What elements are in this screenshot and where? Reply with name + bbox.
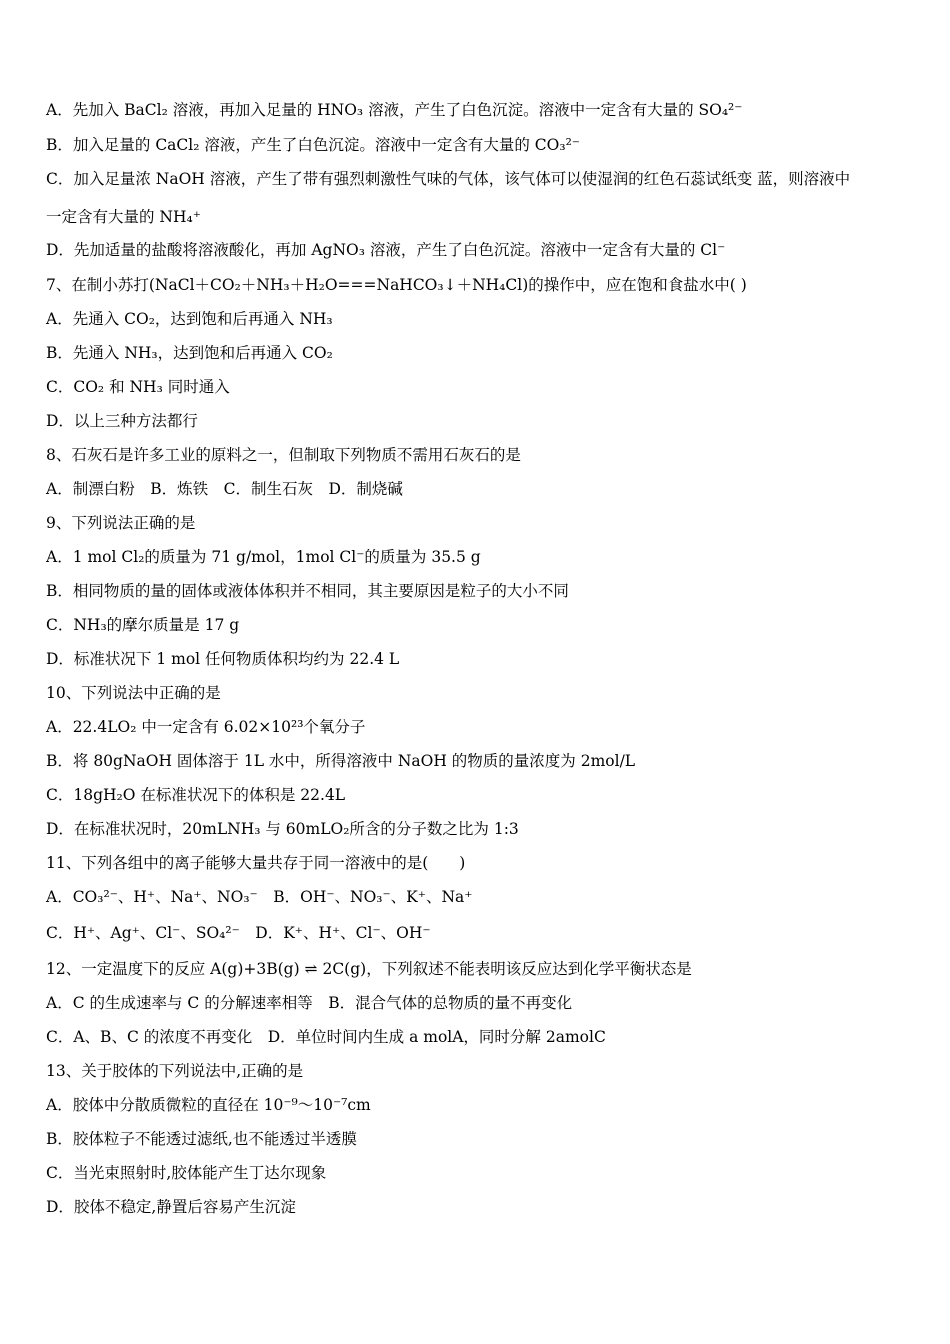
option-line: A．CO₃²⁻、H⁺、Na⁺、NO₃⁻ B．OH⁻、NO₃⁻、K⁺、Na⁺ [46, 888, 473, 906]
option-line: D．在标准状况时，20mLNH₃ 与 60mLO₂所含的分子数之比为 1:3 [46, 820, 519, 838]
question-7-stem: 7、在制小苏打(NaCl＋CO₂＋NH₃＋H₂O===NaHCO₃↓＋NH₄Cl)的操作中，应在饱和食盐水中( ) [46, 276, 747, 294]
option-line: D．以上三种方法都行 [46, 412, 198, 430]
option-line: C．当光束照射时,胶体能产生丁达尔现象 [46, 1164, 327, 1182]
option-line: B．相同物质的量的固体或液体体积并不相同，其主要原因是粒子的大小不同 [46, 582, 569, 600]
option-line: A．先通入 CO₂，达到饱和后再通入 NH₃ [46, 310, 333, 328]
option-line: D．先加适量的盐酸将溶液酸化，再加 AgNO₃ 溶液，产生了白色沉淀。溶液中一定含有大量的 Cl⁻ [46, 241, 726, 259]
option-line: B．胶体粒子不能透过滤纸,也不能透过半透膜 [46, 1130, 357, 1148]
option-line: A．制漂白粉 B．炼铁 C．制生石灰 D．制烧碱 [46, 480, 403, 498]
option-line: C．A、B、C 的浓度不再变化 D．单位时间内生成 a molA，同时分解 2amolC [46, 1028, 606, 1046]
question-10-stem: 10、下列说法中正确的是 [46, 684, 221, 702]
option-line: C．CO₂ 和 NH₃ 同时通入 [46, 378, 230, 396]
option-line: B．先通入 NH₃，达到饱和后再通入 CO₂ [46, 344, 333, 362]
option-line: D．标准状况下 1 mol 任何物质体积均约为 22.4 L [46, 650, 400, 668]
option-line: A．1 mol Cl₂的质量为 71 g/mol，1mol Cl⁻的质量为 35.5 g [46, 548, 481, 566]
option-line: C．18gH₂O 在标准状况下的体积是 22.4L [46, 786, 346, 804]
option-line-continued: 一定含有大量的 NH₄⁺ [46, 208, 201, 226]
option-line: A．22.4LO₂ 中一定含有 6.02×10²³个氧分子 [46, 718, 366, 736]
option-line: C．NH₃的摩尔质量是 17 g [46, 616, 240, 634]
option-line: A．C 的生成速率与 C 的分解速率相等 B．混合气体的总物质的量不再变化 [46, 994, 573, 1012]
option-line: B．加入足量的 CaCl₂ 溶液，产生了白色沉淀。溶液中一定含有大量的 CO₃²⁻ [46, 136, 580, 154]
question-9-stem: 9、下列说法正确的是 [46, 514, 196, 532]
option-line: A．胶体中分散质微粒的直径在 10⁻⁹～10⁻⁷cm [46, 1096, 371, 1114]
option-line: A．先加入 BaCl₂ 溶液，再加入足量的 HNO₃ 溶液，产生了白色沉淀。溶液中一定含有大量的 SO₄²⁻ [46, 101, 743, 119]
option-line: B．将 80gNaOH 固体溶于 1L 水中，所得溶液中 NaOH 的物质的量浓度为 2mol/L [46, 752, 636, 770]
question-8-stem: 8、石灰石是许多工业的原料之一，但制取下列物质不需用石灰石的是 [46, 446, 521, 464]
option-line: C．H⁺、Ag⁺、Cl⁻、SO₄²⁻ D．K⁺、H⁺、Cl⁻、OH⁻ [46, 924, 431, 942]
question-11-stem: 11、下列各组中的离子能够大量共存于同一溶液中的是( ) [46, 854, 466, 872]
question-12-stem: 12、一定温度下的反应 A(g)+3B(g) ⇌ 2C(g)，下列叙述不能表明该反应达到化学平衡状态是 [46, 960, 692, 978]
option-line: C．加入足量浓 NaOH 溶液，产生了带有强烈刺激性气味的气体，该气体可以使湿润的红色石蕊试纸变 蓝，则溶液中 [46, 170, 851, 188]
option-line: D．胶体不稳定,静置后容易产生沉淀 [46, 1198, 296, 1216]
question-13-stem: 13、关于胶体的下列说法中,正确的是 [46, 1062, 304, 1080]
